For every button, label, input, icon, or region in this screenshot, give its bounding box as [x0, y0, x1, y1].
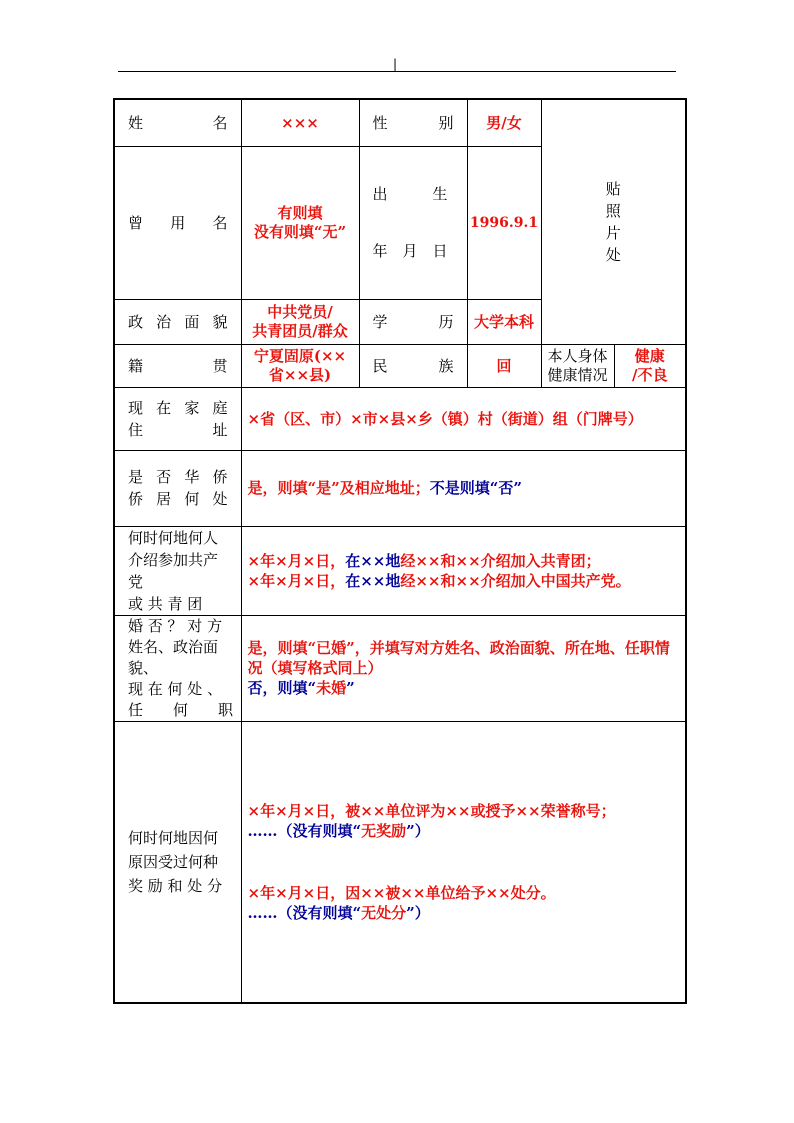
row-name: [114, 99, 686, 146]
awards-label: 何时何地因何 原因受过何种 奖 励 和 处 分: [114, 721, 241, 1003]
education-label: 学 历: [359, 299, 467, 344]
health-label: 本人身体 健康情况: [541, 344, 614, 387]
party-label: 何时何地何人 介绍参加共产党 或 共 青 团: [114, 526, 241, 615]
row-overseas: [114, 450, 686, 526]
political-value: 中共党员/ 共青团员/群众: [241, 299, 359, 344]
awards-value: ×年×月×日，被××单位评为××或授予××荣誉称号； ……（没有则填“无奖励”） ×年×月×日，因××被××单位给予××处分。 ……（没有则填“无处分”）: [241, 721, 686, 1003]
page-mark: |: [393, 57, 398, 71]
row-address: [114, 387, 686, 450]
address-value: ×省（区、市）×市×县×乡（镇）村（街道）组（门牌号）: [241, 387, 686, 450]
education-value: 大学本科: [467, 299, 541, 344]
gender-value: 男/女: [467, 99, 541, 146]
native-value: 宁夏固原(×× 省××县): [241, 344, 359, 387]
row-marriage: [114, 615, 686, 721]
party-value: ×年×月×日，在××地经××和××介绍加入共青团； ×年×月×日，在××地经××和××介绍加入中国共产党。: [241, 526, 686, 615]
birth-value: 1996.9.1: [467, 146, 541, 299]
ethnic-value: 回: [467, 344, 541, 387]
native-label: 籍 贯: [114, 344, 241, 387]
marriage-label: 婚 否 ？ 对 方 姓名、政治面貌、 现 在 何 处 、 任 何 职: [114, 615, 241, 721]
overseas-value: 是，则填“是”及相应地址；不是则填“否”: [241, 450, 686, 526]
photo-area: 贴 照 片 处: [541, 99, 686, 344]
personal-info-form: [113, 98, 687, 1004]
name-label: 姓 名: [114, 99, 241, 146]
row-awards: [114, 721, 686, 1003]
row-party: [114, 526, 686, 615]
marriage-value: 是，则填“已婚”，并填写对方姓名、政治面貌、所在地、任职情况（填写格式同上） 否，则填“未婚”: [241, 615, 686, 721]
health-value: 健康 /不良: [614, 344, 686, 387]
former-name-label: 曾 用 名: [114, 146, 241, 299]
overseas-label: 是 否 华 侨 侨 居 何 处: [114, 450, 241, 526]
name-value: ×××: [241, 99, 359, 146]
header-rule: [118, 71, 676, 72]
address-label: 现 在 家 庭 住 址: [114, 387, 241, 450]
former-name-value: 有则填 没有则填“无”: [241, 146, 359, 299]
ethnic-label: 民 族: [359, 344, 467, 387]
birth-label: 出 生 年 月 日: [359, 146, 467, 299]
row-native: [114, 344, 686, 387]
political-label: 政 治 面 貌: [114, 299, 241, 344]
gender-label: 性 别: [359, 99, 467, 146]
